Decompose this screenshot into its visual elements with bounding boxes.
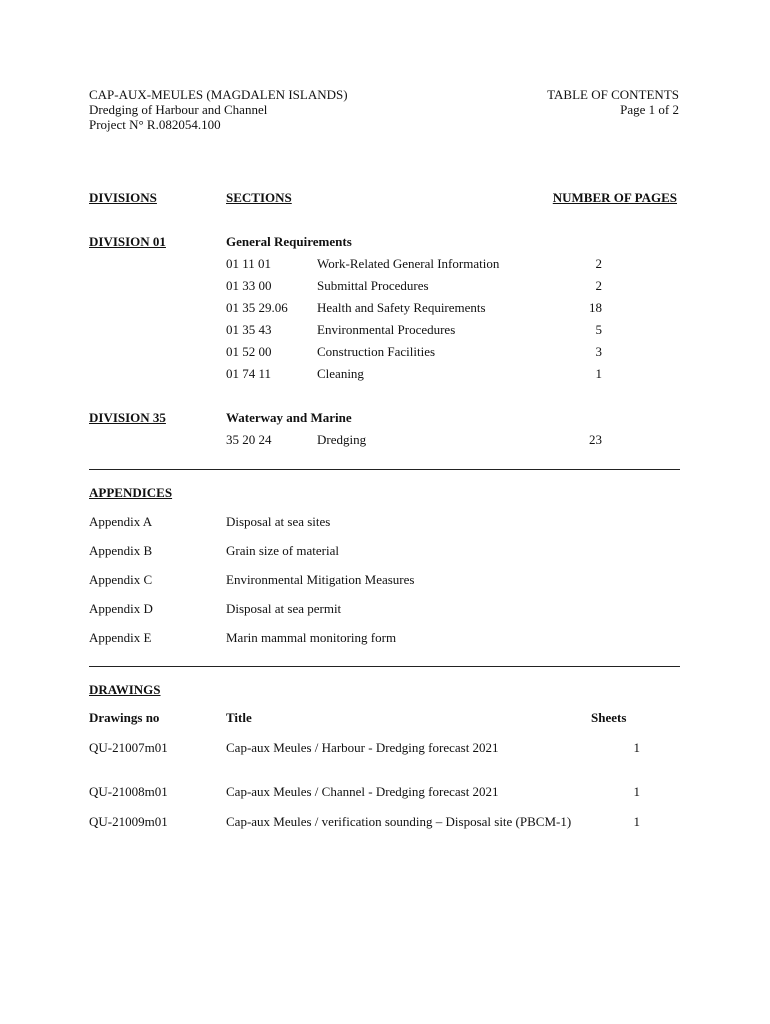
section-pages: 5: [595, 322, 602, 337]
drawing-title: Cap-aux Meules / verification sounding – Disposal site (PBCM-1): [226, 814, 572, 829]
division-label: DIVISION 35: [89, 410, 166, 425]
section-pages: 23: [589, 432, 602, 447]
appendix-label: Appendix C: [89, 572, 153, 587]
appendix-title: Marin mammal monitoring form: [226, 630, 397, 645]
section-name: Environmental Procedures: [317, 322, 456, 337]
division-title: General Requirements: [226, 234, 352, 249]
section-code: 01 52 00: [226, 344, 272, 359]
drawing-sheets: 1: [633, 784, 640, 799]
section-name: Construction Facilities: [317, 344, 436, 359]
section-pages: 2: [595, 278, 602, 293]
project-description: Dredging of Harbour and Channel: [89, 102, 268, 117]
drawing-sheets: 1: [633, 814, 640, 829]
section-name: Cleaning: [317, 366, 364, 381]
section-code: 01 74 11: [226, 366, 272, 381]
project-number: Project N° R.082054.100: [89, 117, 221, 132]
section-pages: 3: [595, 344, 602, 359]
section-code: 35 20 24: [226, 432, 272, 447]
section-code: 01 35 29.06: [226, 300, 288, 315]
drawings-heading: DRAWINGS: [89, 682, 161, 697]
pages-heading: NUMBER OF PAGES: [552, 190, 677, 205]
drawing-title: Cap-aux Meules / Channel - Dredging forecast 2021: [226, 784, 499, 799]
section-name: Dredging: [317, 432, 367, 447]
appendices-heading: APPENDICES: [89, 485, 173, 500]
division-label: DIVISION 01: [89, 234, 166, 249]
document-title: TABLE OF CONTENTS: [547, 87, 679, 102]
drawing-number: QU-21007m01: [89, 740, 168, 755]
section-name: Submittal Procedures: [317, 278, 429, 293]
appendix-label: Appendix B: [89, 543, 153, 558]
page-indicator: Page 1 of 2: [620, 102, 679, 117]
divider-line: [89, 469, 680, 470]
appendix-label: Appendix E: [89, 630, 152, 645]
section-pages: 1: [595, 366, 602, 381]
appendix-label: Appendix A: [89, 514, 153, 529]
section-name: Work-Related General Information: [317, 256, 500, 271]
drawings-no-heading: Drawings no: [89, 710, 160, 725]
drawings-sheets-heading: Sheets: [591, 710, 627, 725]
section-code: 01 11 01: [226, 256, 272, 271]
drawings-title-heading: Title: [226, 710, 252, 725]
project-name: CAP-AUX-MEULES (MAGDALEN ISLANDS): [89, 87, 348, 102]
divisions-heading: DIVISIONS: [89, 190, 157, 205]
section-name: Health and Safety Requirements: [317, 300, 486, 315]
section-pages: 2: [595, 256, 602, 271]
appendix-title: Environmental Mitigation Measures: [226, 572, 415, 587]
divider-line: [89, 666, 680, 667]
appendix-title: Disposal at sea permit: [226, 601, 342, 616]
appendix-title: Disposal at sea sites: [226, 514, 331, 529]
drawing-number: QU-21009m01: [89, 814, 168, 829]
sections-heading: SECTIONS: [226, 190, 292, 205]
section-pages: 18: [589, 300, 602, 315]
appendix-title: Grain size of material: [226, 543, 339, 558]
drawing-title: Cap-aux Meules / Harbour - Dredging forecast 2021: [226, 740, 499, 755]
section-code: 01 35 43: [226, 322, 272, 337]
drawing-sheets: 1: [633, 740, 640, 755]
division-title: Waterway and Marine: [226, 410, 352, 425]
appendix-label: Appendix D: [89, 601, 153, 616]
section-code: 01 33 00: [226, 278, 272, 293]
drawing-number: QU-21008m01: [89, 784, 168, 799]
